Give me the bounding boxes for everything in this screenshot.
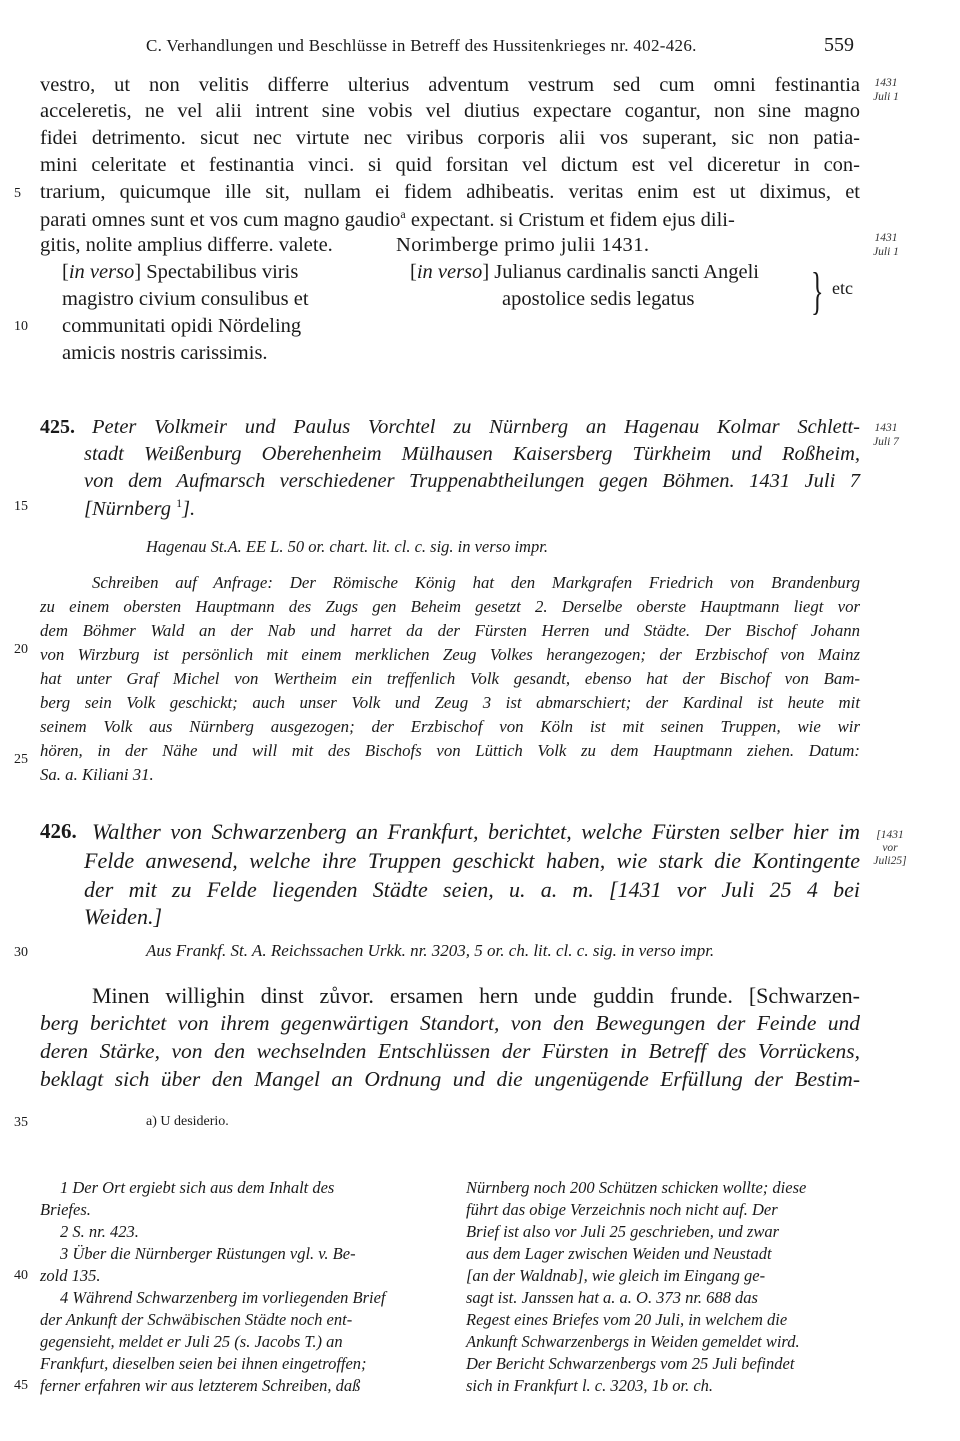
margin-year: 1431 xyxy=(874,422,898,434)
line-number: 45 xyxy=(14,1378,28,1393)
dateline: Norimberge primo julii 1431. xyxy=(396,234,650,256)
page-number: 559 xyxy=(824,34,854,56)
address-left-line1: [in verso] Spectabilibus viris xyxy=(62,261,299,283)
source-note: Aus Frankf. St. A. Reichssachen Urkk. nr. 3203, 5 or. ch. lit. cl. c. sig. in verso impr. xyxy=(146,941,715,960)
summary-line: Schreiben auf Anfrage: Der Römische König hat den Markgrafen Friedrich von Brandenburg xyxy=(92,573,860,592)
in-verso-label: in verso xyxy=(416,261,483,283)
regest-line: Walther von Schwarzenberg an Frankfurt, berichtet, welche Fürsten selber hier im xyxy=(92,819,860,844)
footnote-line: führt das obige Verzeichnis noch nicht auf. Der xyxy=(466,1200,778,1219)
summary-line: von Wirzburg ist persönlich mit einem merklichen Zeug Volkes herangezogen; der Erzbischof von Mainz xyxy=(40,645,860,664)
letter-text xyxy=(40,207,735,232)
running-head: C. Verhandlungen und Beschlüsse in Betreff des Hussitenkrieges nr. 402-426. xyxy=(146,36,697,55)
letter-line: vestro, ut non velitis differre ulterius adventum vestrum sed cum omni festinantia xyxy=(40,74,860,96)
footnote-marker: 1 xyxy=(176,496,183,510)
summary-line: hat unter Graf Michel von Wertheim ein treffenlich Volk gesandt, ebenso hat der Bischof von Bam- xyxy=(40,669,860,688)
line-number: 25 xyxy=(14,752,28,767)
text-line: beklagt sich über den Mangel an Ordnung und die ungenügende Erfüllung der Bestim- xyxy=(40,1067,860,1091)
footnote-line: Frankfurt, dieselben seien bei ihnen eingetroffen; xyxy=(40,1354,367,1373)
line-number: 5 xyxy=(14,186,21,201)
address-left-line3: communitati opidi Nördeling xyxy=(62,315,302,337)
margin-year: 1431 xyxy=(874,77,898,89)
line-number: 10 xyxy=(14,319,28,334)
letter-line: gitis, nolite amplius differre. valete. xyxy=(40,234,333,256)
letter-text-b: expectant. si Cristum et fidem ejus dili- xyxy=(405,208,735,231)
margin-year: 1431 xyxy=(874,232,898,244)
address-right-line1: [in verso] Julianus cardinalis sancti Angeli xyxy=(410,261,760,283)
footnote-line: der Ankunft der Schwäbischen Städte noch ent- xyxy=(40,1310,353,1329)
footnote-line: [an der Waldnab], wie gleich im Eingang ge- xyxy=(466,1266,766,1285)
footnote-line: zold 135. xyxy=(40,1266,101,1285)
margin-day: Juli 1 xyxy=(873,246,899,258)
source-note: Hagenau St.A. EE L. 50 or. chart. lit. cl. c. sig. in verso impr. xyxy=(146,537,548,556)
address-text: Spectabilibus viris xyxy=(141,261,299,283)
footnote-line: Nürnberg noch 200 Schützen schicken wollte; diese xyxy=(466,1178,807,1197)
line-number: 40 xyxy=(14,1268,28,1283)
margin-vor: vor xyxy=(882,842,898,854)
footnote-line: sagt ist. Janssen hat a. a. O. 373 nr. 688 das xyxy=(466,1288,758,1307)
letter-text-a: parati omnes sunt et vos cum magno gaudio xyxy=(40,208,401,231)
summary-line: zu einem obersten Hauptmann des Zugs gen Beheim gesetzt 2. Derselbe oberste Hauptmann liegt vor xyxy=(40,597,860,616)
footnote-line: Brief ist also vor Juli 25 geschrieben, und zwar xyxy=(466,1222,780,1241)
doc-number: 425. xyxy=(40,416,75,438)
regest-line: Peter Volkmeir und Paulus Vorchtel zu Nürnberg an Hagenau Kolmar Schlett- xyxy=(92,416,860,438)
address-left-line4: amicis nostris carissimis. xyxy=(62,342,268,364)
page-header xyxy=(0,36,960,60)
summary-line: berg sein Volk geschickt; auch unser Volk und Zeug 3 ist abmarschiert; der Kardinal ist heute mit xyxy=(40,693,860,712)
footnote-line: aus dem Lager zwischen Weiden und Neustadt xyxy=(466,1244,772,1263)
address-right-line2: apostolice sedis legatus xyxy=(502,288,695,310)
brace: } xyxy=(811,263,824,320)
regest-line: Felde anwesend, welche ihre Truppen geschickt haben, wie stark die Kontingente xyxy=(84,848,860,873)
regest-line xyxy=(84,496,195,521)
footnote-line: ferner erfahren wir aus letzterem Schreiben, daß xyxy=(40,1376,361,1395)
summary-line: seinem Volk aus Nürnberg ausgezogen; der Erzbischof von Köln ist mit seinen Truppen, wie wir xyxy=(40,717,860,736)
margin-year: [1431 xyxy=(876,829,904,841)
variant-marker: a xyxy=(400,207,406,221)
footnote-line: Regest eines Briefes vom 20 Juli, in welchem die xyxy=(466,1310,788,1329)
letter-line: trarium, quicumque ille sit, nullam ei fidem adhibeatis. veritas enim est ut diximus, et xyxy=(40,181,860,203)
letter-line: mini celeritate et festinantia vinci. si quid forsitan vel dictum est vel diceretur in con- xyxy=(40,154,860,176)
footnote-line: Ankunft Schwarzenbergs in Weiden gemeldet wird. xyxy=(466,1332,800,1351)
summary-line: Sa. a. Kiliani 31. xyxy=(40,765,154,784)
margin-date xyxy=(866,76,906,104)
footnote-line: 3 Über die Nürnberger Rüstungen vgl. v. Be- xyxy=(60,1244,356,1263)
line-number: 30 xyxy=(14,945,28,960)
line-number: 35 xyxy=(14,1115,28,1130)
summary-line: hören, in der Nähe und will mit des Bischofs von Lüttich Volk zu dem Hauptmann ziehen. Datum: xyxy=(40,741,860,760)
text-line: Minen willighin dinst zůvor. ersamen hern unde guddin frunde. [Schwarzen- xyxy=(92,983,860,1008)
margin-date xyxy=(866,421,906,449)
variant-note: a) U desiderio. xyxy=(146,1114,229,1129)
address-left-line2: magistro civium consulibus et xyxy=(62,288,309,310)
regest-line: Weiden.] xyxy=(84,904,163,929)
regest-line: von dem Aufmarsch verschiedener Truppenabtheilungen gegen Böhmen. 1431 Juli 7 xyxy=(84,470,860,492)
letter-line xyxy=(40,207,860,232)
footnote-line: 4 Während Schwarzenberg im vorliegenden Brief xyxy=(60,1288,386,1307)
margin-date xyxy=(866,231,906,259)
address-etc: etc xyxy=(832,278,853,298)
regest-end: ]. xyxy=(182,497,196,520)
footnote-line: Briefes. xyxy=(40,1200,91,1219)
regest-line: der mit zu Felde liegenden Städte seien, u. a. m. [1431 vor Juli 25 4 bei xyxy=(84,877,860,902)
footnote-line: 2 S. nr. 423. xyxy=(60,1222,139,1241)
letter-line: acceleretis, ne vel alii intrent sine vobis vel diutius expectare cogantur, non sine magno xyxy=(40,100,860,122)
doc-number: 426. xyxy=(40,819,77,843)
address-text: Julianus cardinalis sancti Angeli xyxy=(489,261,760,283)
footnote-line: sich in Frankfurt l. c. 3203, 1b or. ch. xyxy=(466,1376,714,1395)
summary-line: dem Böhmer Wald an der Nab und harret da der Fürsten Herren und Städte. Der Bischof Johann xyxy=(40,621,860,640)
margin-date xyxy=(866,829,914,868)
regest-line: stadt Weißenburg Oberehenheim Mülhausen Kaisersberg Türkheim und Roßheim, xyxy=(84,443,860,465)
margin-day: Juli 7 xyxy=(873,436,899,448)
footnote-line: 1 Der Ort ergiebt sich aus dem Inhalt des xyxy=(60,1178,335,1197)
footnote-line: gegensieht, meldet er Juli 25 (s. Jacobs T.) an xyxy=(40,1332,343,1351)
line-number: 20 xyxy=(14,642,28,657)
footnote-line: Der Bericht Schwarzenbergs vom 25 Juli befindet xyxy=(466,1354,795,1373)
text-line: deren Stärke, von den wechselnden Entschlüssen der Fürsten in Betreff des Vorrückens, xyxy=(40,1039,860,1063)
line-number: 15 xyxy=(14,499,28,514)
margin-day: Juli25] xyxy=(873,855,907,867)
text-line: berg berichtet von ihrem gegenwärtigen Standort, von den Bewegungen der Feinde und xyxy=(40,1011,860,1035)
in-verso-label: in verso xyxy=(68,261,135,283)
letter-line: fidei detrimento. sicut nec virtute nec viribus corporis alii vos superant, sic non patia- xyxy=(40,127,860,149)
regest-place: [Nürnberg xyxy=(84,497,177,520)
margin-day: Juli 1 xyxy=(873,91,899,103)
